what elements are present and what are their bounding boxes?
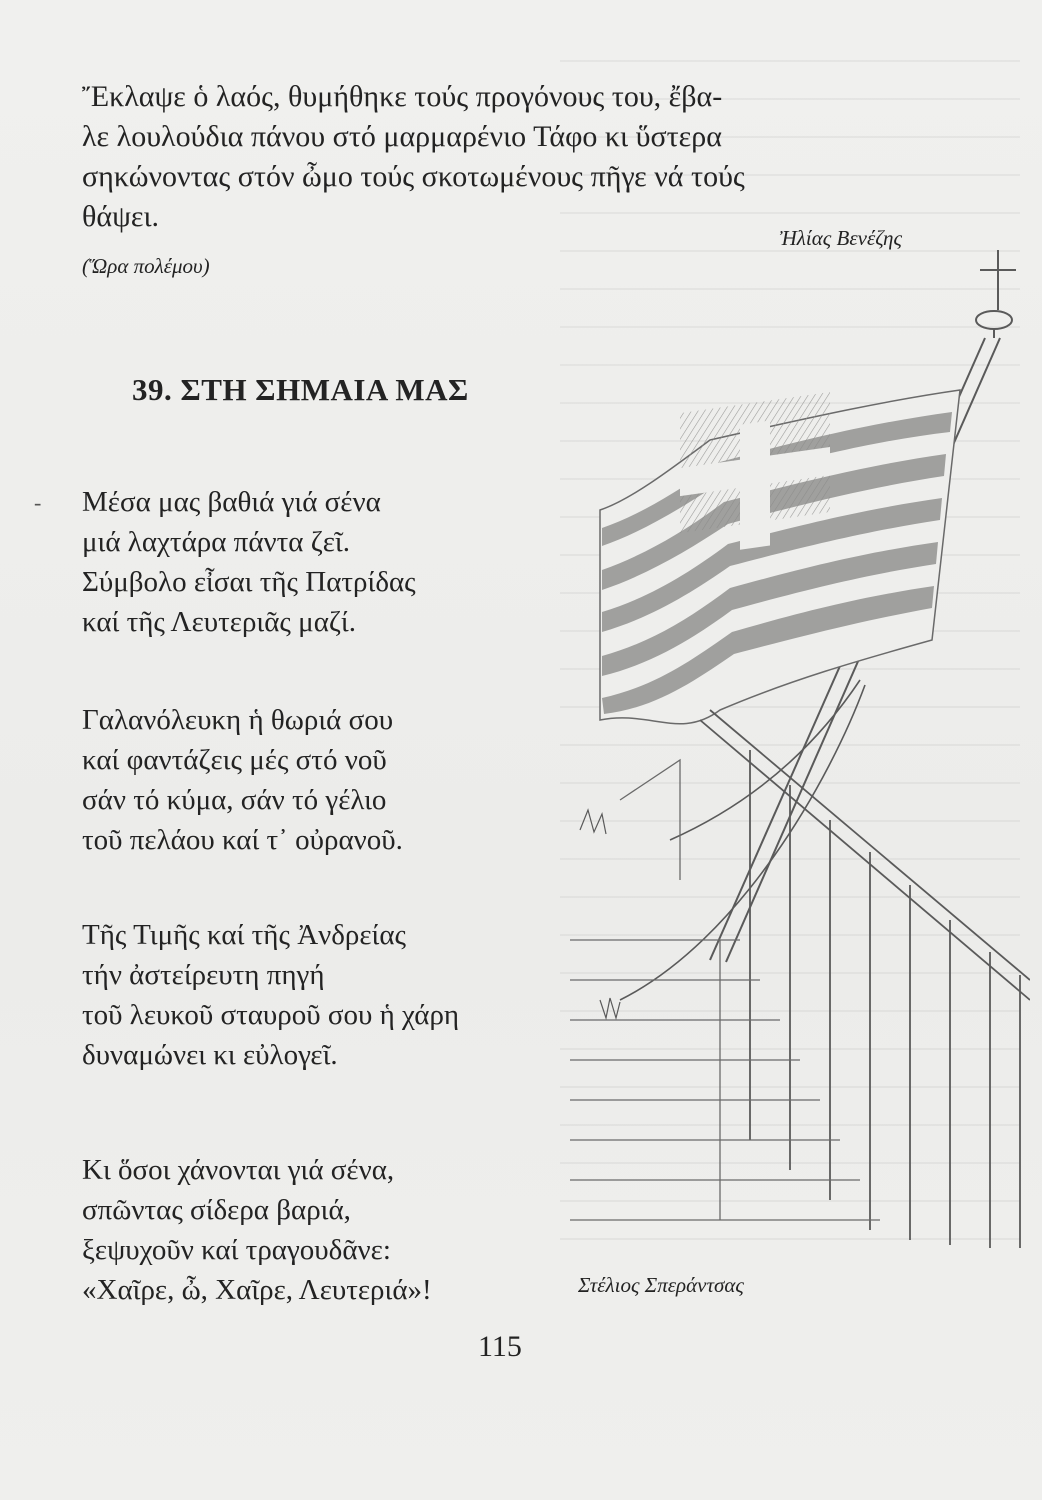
poem-title: 39. ΣΤΗ ΣΗΜΑΙΑ ΜΑΣ (132, 372, 469, 407)
poem-line: καί τῆς Λευτεριᾶς μαζί. (82, 606, 356, 638)
poem-line: καί φαντάζεις μές στό νοῦ (82, 744, 387, 776)
poem-stanza (82, 482, 416, 642)
poem-line: τοῦ λευκοῦ σταυροῦ σου ἡ χάρη (82, 999, 460, 1031)
poem-line: Κι ὅσοι χάνονται γιά σένα, (82, 1154, 395, 1186)
greek-flag-icon (600, 390, 960, 724)
cross-finial-icon (976, 250, 1016, 338)
greek-flag-on-balcony-illustration (560, 240, 1030, 1250)
poem-line: Γαλανόλευκη ἡ θωριά σου (82, 704, 394, 736)
prose-line: λε λουλούδια πάνου στό μαρμαρένιο Τάφο κι ὕστερα (82, 120, 722, 153)
poem-line: «Χαῖρε, ὦ, Χαῖρε, Λευτεριά»! (82, 1274, 432, 1306)
poem-stanza (82, 700, 403, 860)
poem-stanza (82, 1150, 432, 1310)
poem-line: Μέσα μας βαθιά γιά σένα (82, 486, 381, 518)
poem-author: Στέλιος Σπεράντσας (578, 1273, 744, 1297)
prose-paragraph (82, 77, 912, 237)
prose-line: θάψει. (82, 200, 160, 233)
prose-line: Ἔκλαψε ὁ λαός, θυμήθηκε τούς προγόνους του, ἔβα- (82, 80, 723, 113)
poem-line: σάν τό κύμα, σάν τό γέλιο (82, 784, 387, 816)
poem-line: Τῆς Τιμῆς καί τῆς Ἀνδρείας (82, 919, 407, 951)
prose-source: (Ὥρα πολέμου) (82, 254, 210, 278)
poem-line: δυναμώνει κι εὐλογεῖ. (82, 1039, 338, 1071)
page-number: 115 (478, 1330, 522, 1363)
rope-tassel-icon (580, 680, 865, 1018)
prose-line: σηκώνοντας στόν ὦμο τούς σκοτωμένους πῆγε νά τούς (82, 160, 745, 193)
poem-line: τοῦ πελάου καί τ᾽ οὐρανοῦ. (82, 824, 403, 856)
margin-mark: - (34, 490, 42, 515)
stairs-icon (570, 760, 880, 1220)
poem-line: Σύμβολο εἶσαι τῆς Πατρίδας (82, 566, 416, 598)
poem-line: σπῶντας σίδερα βαριά, (82, 1194, 351, 1226)
balcony-railing-icon (700, 710, 1030, 1248)
prose-author: Ἠλίας Βενέζης (779, 226, 902, 250)
poem-stanza (82, 915, 459, 1075)
poem-line: τήν ἀστείρευτη πηγή (82, 959, 325, 991)
poem-line: ξεψυχοῦν καί τραγουδᾶνε: (82, 1234, 391, 1266)
poem-line: μιά λαχτάρα πάντα ζεῖ. (82, 526, 350, 558)
